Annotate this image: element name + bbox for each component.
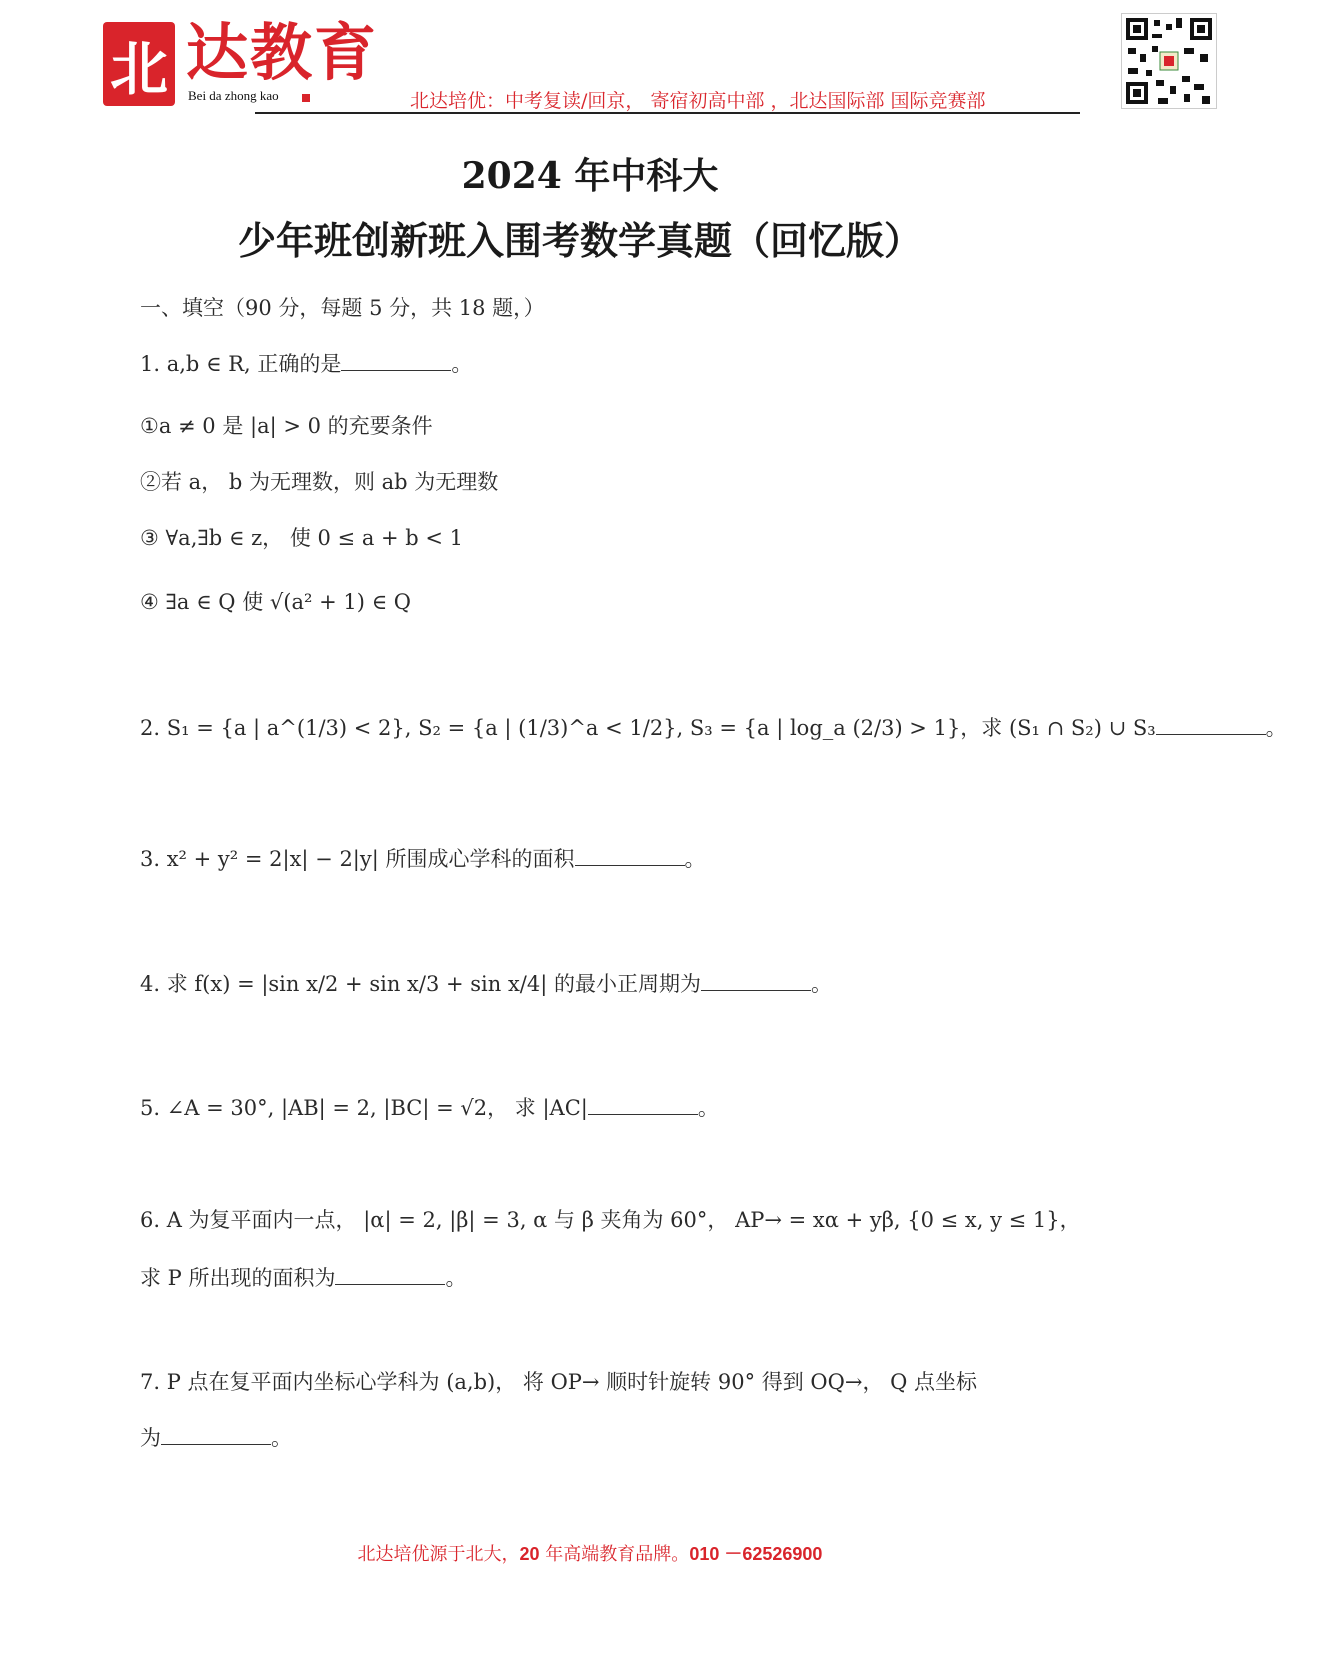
answer-blank [575, 845, 685, 866]
page-header [0, 0, 1323, 120]
logo-mark: 北 [103, 22, 175, 106]
question-end: 。 [810, 972, 832, 996]
question-end: 。 [697, 1096, 719, 1120]
qr-code-icon [1121, 13, 1217, 109]
question-7: 7. P 点在复平面内坐标心学科为 (a,b)， 将 OP→ 顺时针旋转 90° 得到 OQ→， Q 点坐标 [140, 1370, 978, 1394]
header-divider [255, 112, 1080, 114]
question-1-option-1: ①a ≠ 0 是 |a| > 0 的充要条件 [140, 414, 433, 438]
question-5 [140, 1092, 719, 1122]
logo-pinyin: Bei da zhong kao [188, 88, 279, 103]
footer-brand: 年高端教育品牌。 [539, 1544, 690, 1565]
question-7-continued [140, 1422, 292, 1452]
header-slogan: 北达培优：中考复读/回京， 寄宿初高中部 ，北达国际部 国际竞赛部 [410, 90, 986, 112]
answer-blank [335, 1264, 445, 1285]
question-end: 。 [271, 1426, 292, 1450]
question-5-text: 5. ∠A = 30°, |AB| = 2, |BC| = √2， 求 |AC| [140, 1096, 588, 1120]
question-6-continued [140, 1262, 466, 1292]
answer-blank [1156, 714, 1266, 735]
question-1-option-3: ③ ∀a,∃b ∈ z， 使 0 ≤ a + b < 1 [140, 526, 464, 550]
question-4-text: 4. 求 f(x) = |sin x/2 + sin x/3 + sin x/4| 的最小正周期为 [140, 972, 701, 996]
question-end: 。 [1265, 716, 1287, 740]
logo-text: 达教育 [186, 16, 379, 89]
footer-phone: 010 －62526900 [689, 1544, 823, 1564]
section-heading: 一、填空（90 分，每题 5 分，共 18 题，） [140, 296, 545, 320]
question-end: 。 [445, 1266, 467, 1290]
question-2-text: 2. S₁ = {a | a^(1/3) < 2}, S₂ = {a | (1/3)^a < 1/2}, S₃ = {a | log_a (2/3) > 1}，求 (S₁ ∩ S₂) ∪ S₃ [140, 716, 1156, 740]
question-3 [140, 843, 706, 873]
question-1-option-4: ④ ∃a ∈ Q 使 √(a² + 1) ∈ Q [140, 590, 412, 614]
question-end: 。 [451, 352, 473, 376]
question-3-text: 3. x² + y² = 2|x| − 2|y| 所围成心学科的面积 [140, 847, 575, 871]
question-4 [140, 968, 832, 998]
footer-text: 北达培优源于北大， [357, 1544, 520, 1565]
question-6: 6. A 为复平面内一点， |α| = 2, |β| = 3, α 与 β 夹角为 60°， AP→ = xα + yβ, {0 ≤ x, y ≤ 1}， [140, 1208, 1081, 1232]
question-6-text: 求 P 所出现的面积为 [140, 1266, 336, 1290]
question-end: 。 [684, 847, 706, 871]
page-subtitle: 少年班创新班入围考数学真题（回忆版） [238, 218, 923, 263]
question-1-text: 1. a,b ∈ R, 正确的是 [140, 352, 342, 376]
question-2 [140, 712, 1287, 742]
question-1-option-2: ②若 a， b 为无理数，则 ab 为无理数 [140, 470, 499, 494]
logo-square-icon [302, 94, 310, 102]
footer-years: 20 [519, 1544, 540, 1564]
question-1 [140, 348, 472, 378]
question-7-text: 为 [140, 1426, 161, 1450]
answer-blank [701, 970, 811, 991]
answer-blank [341, 350, 451, 371]
answer-blank [588, 1094, 698, 1115]
answer-blank [161, 1424, 271, 1445]
page-title: 2024 年中科大 [461, 155, 719, 197]
page-footer [0, 1540, 1180, 1566]
